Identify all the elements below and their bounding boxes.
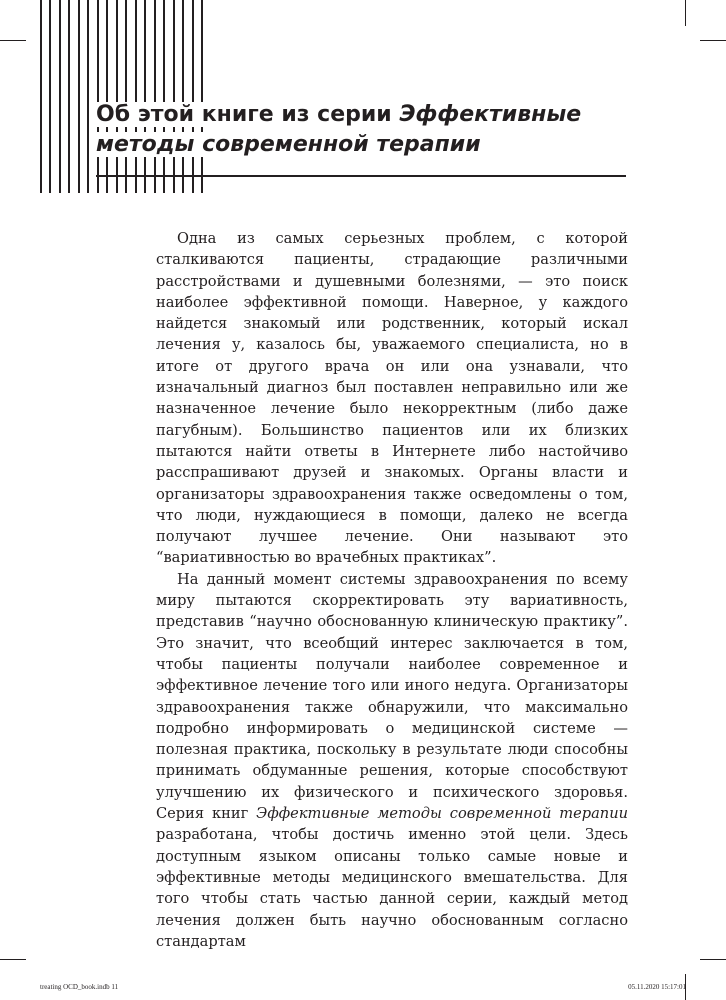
footer-timestamp: 05.11.2020 15:17:01 (628, 983, 686, 991)
crop-mark (700, 959, 726, 960)
crop-mark (700, 40, 726, 41)
paragraph-text: разработана, чтобы достичь именно этой цели. Здесь доступным языком описаны только самые новые и эффективные методы медицинского вмешательства. Для того чтобы стать частью данной серии, каждый метод лечения должен быть научно обоснованным согласно стандартам (156, 826, 628, 950)
paragraph-text: На данный момент системы здравоохранения по всему миру пытаются скорректировать эту вариативность, представив “научно обоснованную клиническую практику”. Это значит, что всеобщий интерес заключается в том, чтобы пациенты получали наиболее современное и эффективное лечение того или иного недуга. Организаторы здравоохранения также обнаружили, что максимально подробно информировать о медицинской системе — полезная практика, поскольку в результате люди способны принимать обдуманные решения, которые способствуют улучшению их физического и психического здоровья. Серия книг (156, 570, 628, 823)
footer-file-info: treating OCD_book.indb 11 (40, 983, 119, 991)
body-text (156, 228, 628, 952)
page-title (96, 102, 581, 157)
crop-mark (0, 959, 26, 960)
decorative-bars (40, 0, 210, 193)
crop-mark (685, 0, 686, 26)
crop-mark (0, 40, 26, 41)
heading-text: Об этой книге из серии (96, 102, 400, 127)
heading-rule (96, 175, 626, 177)
heading-series-name: Эффективные (399, 102, 582, 127)
paragraph-text: Одна из самых серьезных проблем, с которой сталкиваются пациенты, страдающие различными расстройствами и душевными болезнями, — это поиск наиболее эффективной помощи. Наверное, у каждого найдется знакомый или родственник, который искал лечения у, казалось бы, уважаемого специалиста, но в итоге от другого врача он или она узнавали, что изначальный диагноз был поставлен неправильно или же назначенное лечение было некорректным (либо даже пагубным). Большинство пациентов или их близких пытаются найти ответы в Интернете либо настойчиво расспрашивают друзей и знакомых. Органы власти и организаторы здравоохранения также осведомлены о том, что люди, нуждающиеся в помощи, далеко не всегда получают лучшее лечение. Они называют это “вариативностью во врачебных практиках”. (156, 230, 628, 567)
heading-series-name-cont: методы современной терапии (96, 132, 481, 157)
paragraph (156, 569, 628, 952)
series-title-italic: Эффективные методы современной терапии (256, 805, 628, 823)
paragraph (156, 228, 628, 569)
chapter-heading (96, 100, 636, 160)
